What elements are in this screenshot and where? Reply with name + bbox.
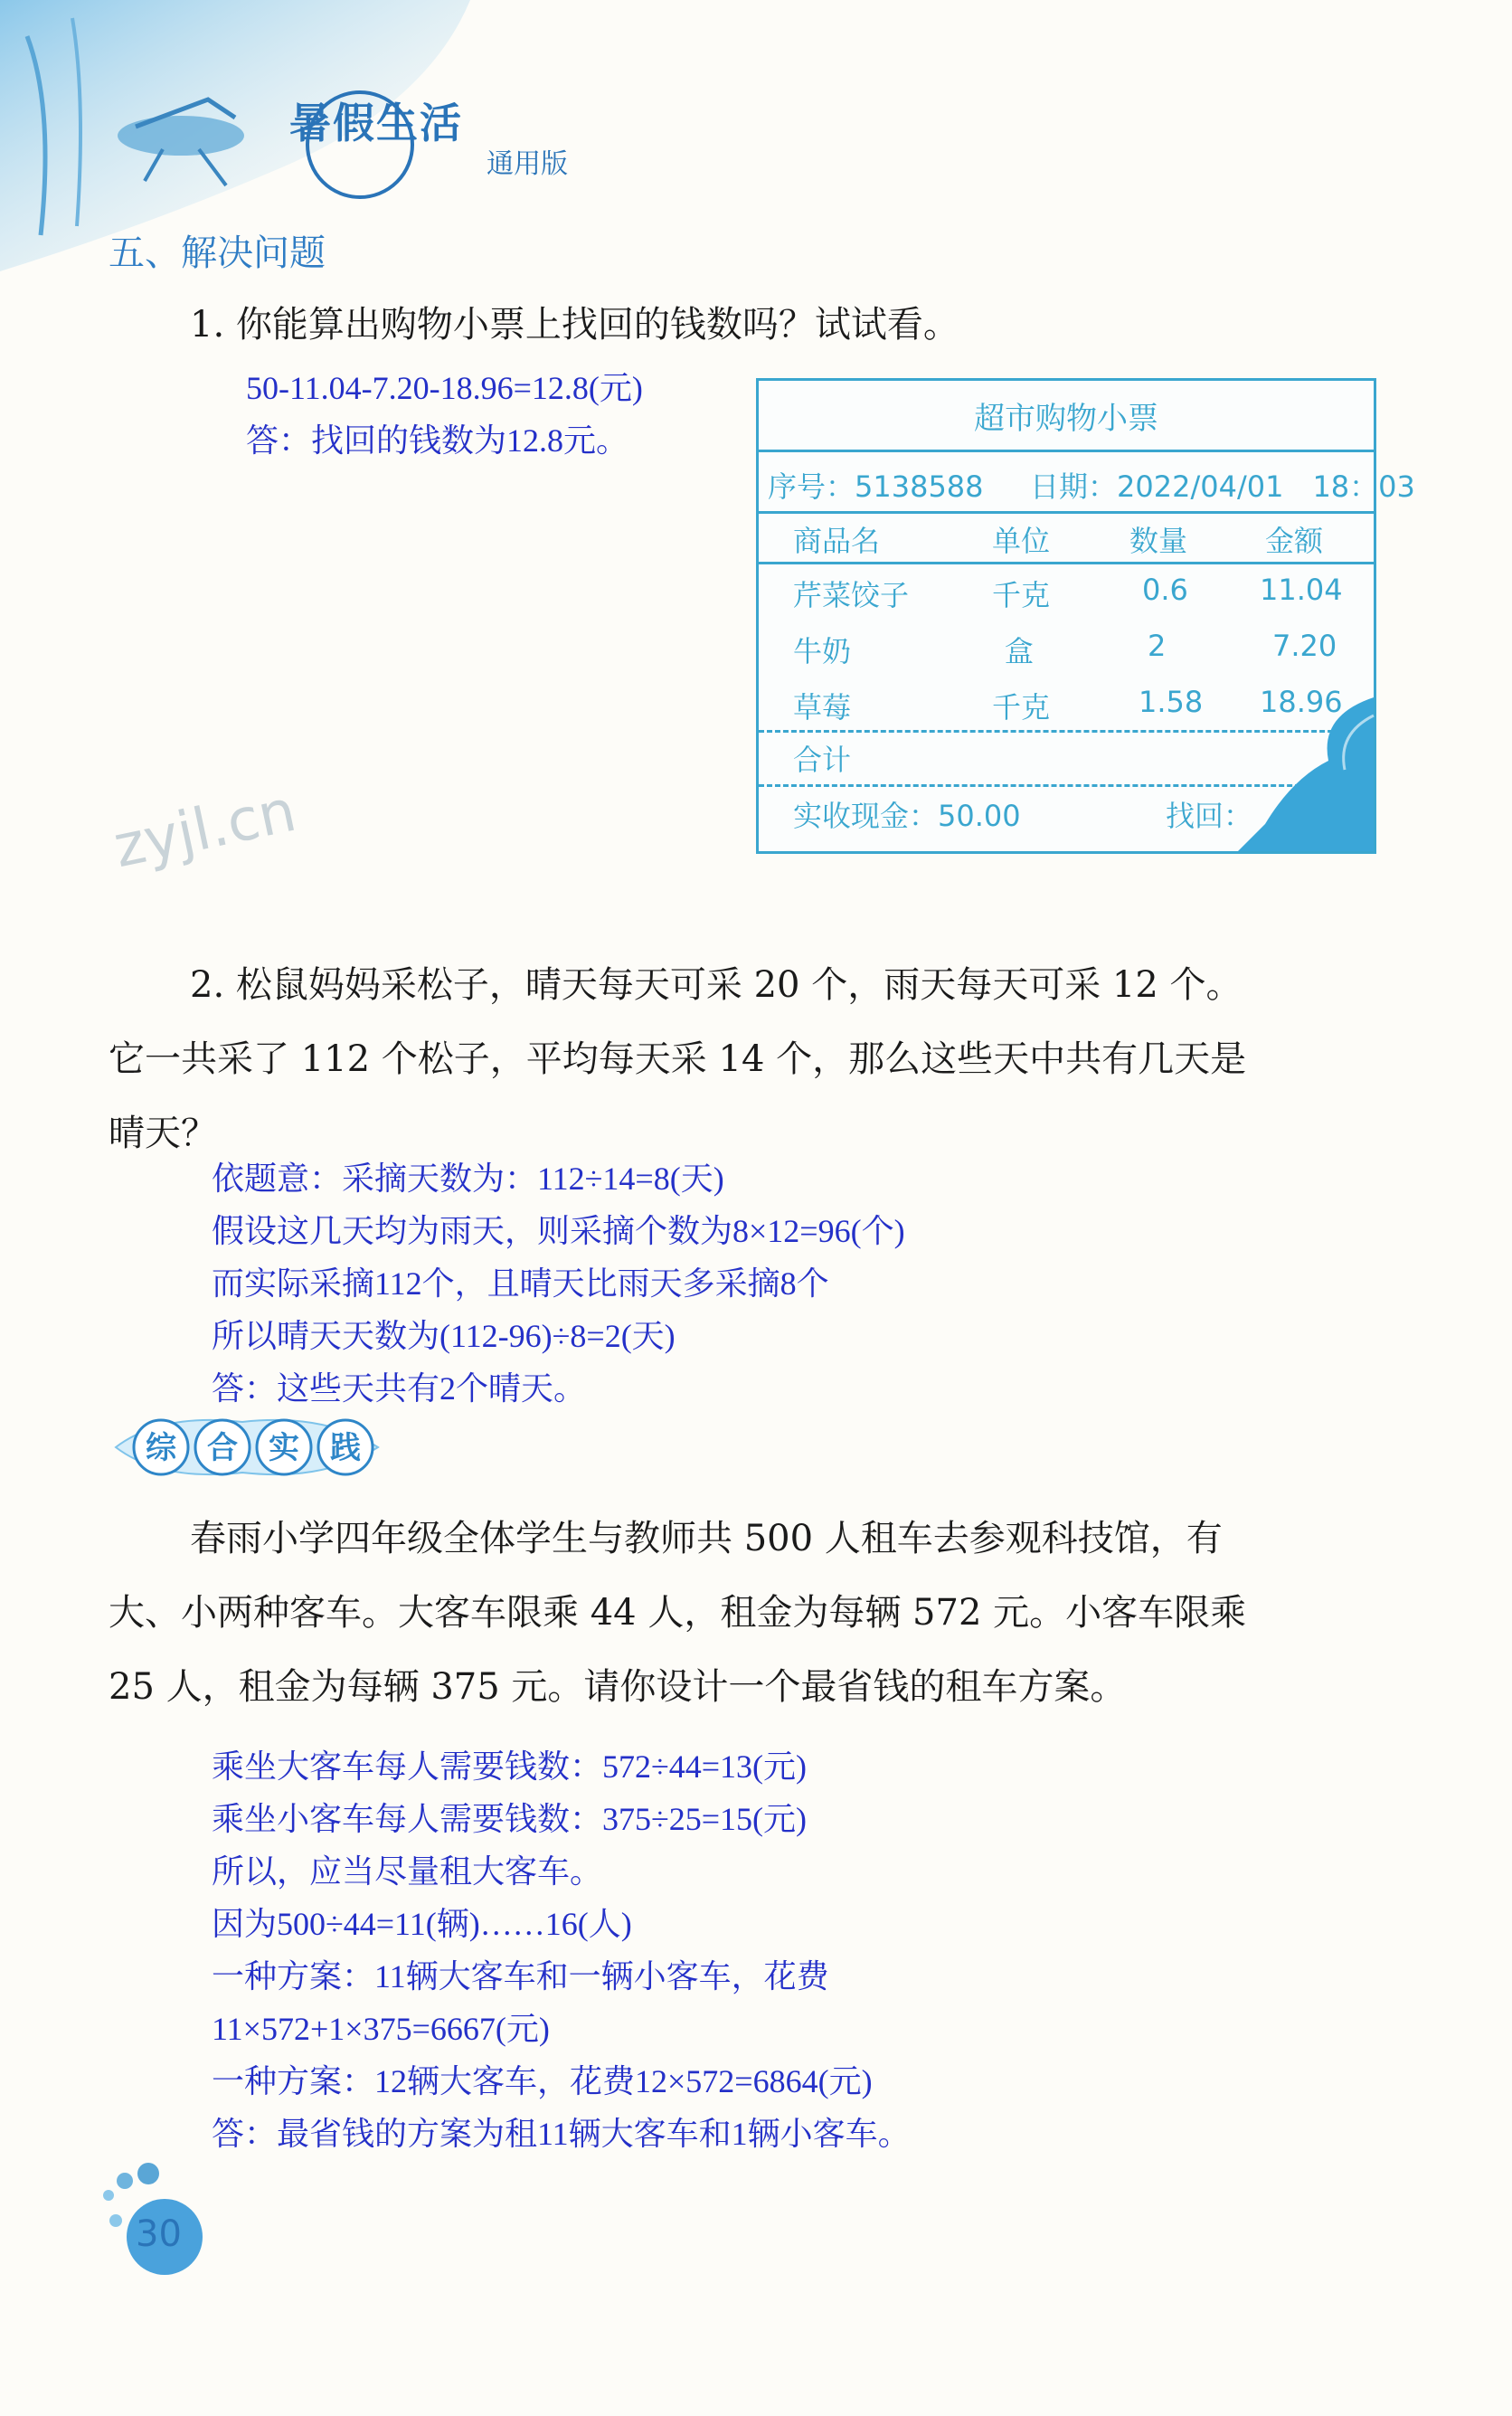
question-line: 25 人，租金为每辆 375 元。请你设计一个最省钱的租车方案。 [109, 1666, 1127, 1708]
question-line: 晴天？ [109, 1113, 217, 1154]
receipt-header-amount: 金额 [1265, 524, 1324, 558]
answer-line: 因为500÷44=11(辆)……16(人) [212, 1906, 632, 1942]
practice-section-badge [107, 1409, 387, 1485]
answer-line: 而实际采摘112个，且晴天比雨天多采摘8个 [212, 1265, 829, 1302]
receipt-row-amount: 18.96 [1260, 685, 1343, 719]
badge-char: 践 [330, 1430, 361, 1466]
question-line: 大、小两种客车。大客车限乘 44 人，租金为每辆 572 元。小客车限乘 [109, 1592, 1247, 1634]
answer-line: 乘坐小客车每人需要钱数：375÷25=15(元) [212, 1801, 808, 1837]
receipt-header-unit: 单位 [992, 524, 1051, 558]
receipt-serial: 序号：5138588 [768, 469, 984, 504]
book-edition-label: 通用版 [487, 148, 568, 180]
answer-line: 所以晴天天数为(112-96)÷8=2(天) [212, 1318, 676, 1354]
shopping-receipt [756, 378, 1415, 854]
receipt-header-item: 商品名 [793, 524, 881, 558]
answer-1 [246, 362, 643, 467]
page-number: 30 [136, 2213, 182, 2255]
receipt-row-qty: 1.58 [1139, 685, 1204, 719]
question-2 [109, 948, 1393, 1170]
question-line: 2. 松鼠妈妈采松子，晴天每天可采 20 个，雨天每天可采 12 个。 [190, 964, 1243, 1006]
watermark: zyjl.cn [108, 777, 302, 882]
receipt-header-qty: 数量 [1129, 524, 1188, 558]
receipt-row-unit: 盒 [1005, 634, 1035, 668]
practice-answer [212, 1740, 911, 2160]
receipt-row-unit: 千克 [992, 690, 1051, 725]
answer-line: 一种方案：12辆大客车，花费12×572=6864(元) [212, 2063, 873, 2099]
answer-line: 答：最省钱的方案为租11辆大客车和1辆小客车。 [212, 2116, 911, 2152]
receipt-title: 超市购物小票 [974, 401, 1158, 437]
receipt-total-label: 合计 [793, 743, 852, 777]
receipt-row-qty: 0.6 [1142, 573, 1188, 607]
answer-2 [212, 1152, 905, 1415]
answer-line: 假设这几天均为雨天，则采摘个数为8×12=96(个) [212, 1213, 905, 1249]
practice-problem [109, 1502, 1393, 1724]
answer-line: 一种方案：11辆大客车和一辆小客车，花费 [212, 1958, 829, 1994]
receipt-row-qty: 2 [1148, 629, 1167, 663]
badge-char: 合 [207, 1430, 238, 1466]
book-brand-title: 暑假生活 [289, 99, 463, 147]
wave-decoration-icon [1238, 697, 1374, 851]
receipt-date: 日期：2022/04/01 18：03 [1030, 469, 1415, 504]
receipt-row-item: 芹菜饺子 [793, 578, 910, 612]
receipt-row-item: 牛奶 [793, 634, 852, 668]
question-line: 它一共采了 112 个松子，平均每天采 14 个，那么这些天中共有几天是 [109, 1038, 1247, 1080]
answer-line: 答：找回的钱数为12.8元。 [246, 422, 629, 459]
question-line: 春雨小学四年级全体学生与教师共 500 人租车去参观科技馆，有 [190, 1518, 1223, 1559]
badge-char: 综 [146, 1430, 176, 1466]
badge-char: 实 [269, 1430, 299, 1466]
answer-line: 所以，应当尽量租大客车。 [212, 1853, 603, 1890]
question-1: 1. 你能算出购物小票上找回的钱数吗？试试看。 [190, 304, 959, 346]
receipt-row-amount: 11.04 [1260, 573, 1343, 607]
answer-line: 11×572+1×375=6667(元) [212, 2011, 550, 2047]
answer-line: 乘坐大客车每人需要钱数：572÷44=13(元) [212, 1748, 808, 1785]
answer-line: 答：这些天共有2个晴天。 [212, 1370, 587, 1407]
receipt-row-amount: 7.20 [1272, 629, 1337, 663]
receipt-row-unit: 千克 [992, 578, 1051, 612]
answer-line: 50-11.04-7.20-18.96=12.8(元) [246, 370, 643, 406]
answer-line: 依题意：采摘天数为：112÷14=8(天) [212, 1161, 724, 1197]
receipt-cash: 实收现金：50.00 [793, 799, 1021, 833]
section-heading: 五、解决问题 [109, 232, 326, 274]
receipt-row-item: 草莓 [793, 690, 852, 725]
receipt-change-label: 找回： [1166, 799, 1253, 833]
